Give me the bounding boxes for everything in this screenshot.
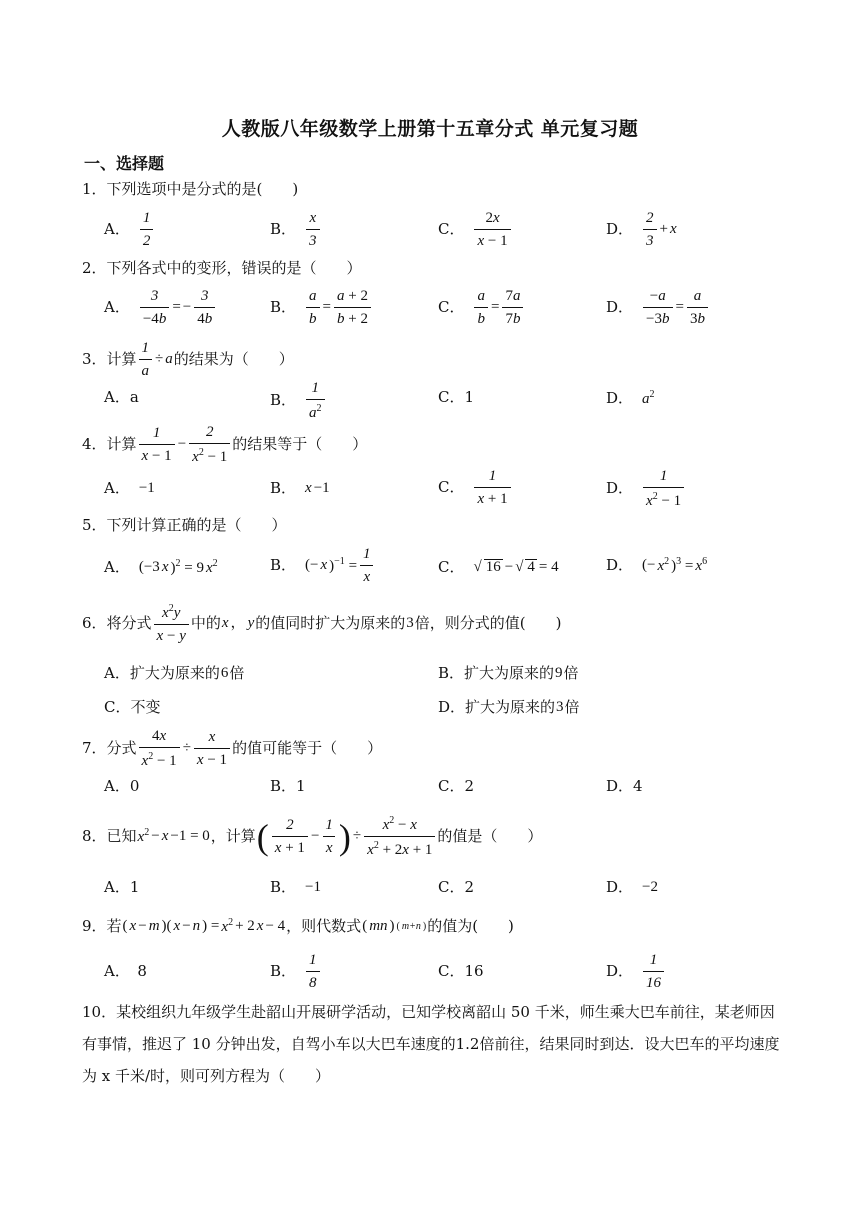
q4-option-d[interactable]: D． $\frac{1}{x^2 - 1}$: [606, 468, 686, 509]
q1-option-b[interactable]: B． $\frac{x}{3}$: [270, 210, 322, 249]
q7-option-b[interactable]: B．1: [270, 777, 306, 795]
q2-option-a[interactable]: A． $\frac{3}{-4b}$ = − $\frac{3}{4b}$: [104, 288, 217, 327]
q8-option-d[interactable]: D． −2: [606, 878, 658, 896]
q8-option-c[interactable]: C．2: [438, 878, 475, 896]
q8-option-a[interactable]: A．1: [104, 878, 140, 896]
q9-option-b[interactable]: B． $\frac{1}{8}$: [270, 952, 322, 991]
q7-option-c[interactable]: C．2: [438, 777, 475, 795]
question-6-stem: 6．将分式 $\frac{x^2y}{x - y}$ 中的 x ， y 的值同时扩大为原来的 3 倍，则分式的值( ): [82, 603, 562, 644]
q1-option-a[interactable]: A． $\frac{1}{2}$: [104, 210, 155, 249]
question-2-stem: 2．下列各式中的变形，错误的是（ ）: [82, 259, 362, 277]
q3-option-c[interactable]: C．1: [438, 388, 475, 406]
q6-option-a[interactable]: A．扩大为原来的 6 倍: [104, 664, 245, 682]
question-1-stem: 1．下列选项中是分式的是( ): [82, 180, 299, 198]
q6-option-d[interactable]: D．扩大为原来的 3 倍: [438, 698, 580, 716]
q1-option-d[interactable]: D． $\frac{2}{3}$ + x: [606, 210, 677, 249]
q6-option-b[interactable]: B．扩大为原来的 9 倍: [438, 664, 579, 682]
q6-option-c[interactable]: C．不变: [104, 698, 161, 716]
question-3-stem: 3．计算 $\frac{1}{a}$ ÷ a 的结果为（ ）: [82, 340, 294, 379]
q7-option-a[interactable]: A．0: [104, 777, 140, 795]
q1-option-c[interactable]: C． $\frac{2x}{x - 1}$: [438, 210, 513, 249]
q9-option-d[interactable]: D． $\frac{1}{16}$: [606, 952, 666, 991]
question-10-stem: 10．某校组织九年级学生赴韶山开展研学活动，已知学校离韶山 50 千米，师生乘大巴车前往，某老师因有事情，推迟了 10 分钟出发，自驾小车以大巴车速度的1.2倍前往，结果同时到达．设大巴车的平均速度为 x 千米/时，则可列方程为（ ）: [82, 1003, 780, 1085]
question-9-stem: 9．若 ( x − m )( x − n ) = $x^2$ + 2 x − 4 ，则代数式 ( mn ) ( m+n ) 的值为( ): [82, 917, 514, 935]
q8-option-b[interactable]: B． −1: [270, 878, 321, 896]
question-8-stem: 8．已知 $x^2$ − x −1 = 0 ，计算 ( $\frac{2}{x + 1}$ − $\frac{1}{x}$ ) ÷ $\frac{x^2 - x}{x^2 + 2x + 1}$ 的值是（ ）: [82, 815, 543, 858]
q3-option-d[interactable]: D． $a^2$: [606, 389, 655, 407]
question-7-stem: 7．分式 $\frac{4x}{x^2 - 1}$ ÷ $\frac{x}{x - 1}$ 的值可能等于（ ）: [82, 728, 383, 769]
question-5-stem: 5．下列计算正确的是（ ）: [82, 516, 287, 534]
q4-option-b[interactable]: B． x −1: [270, 479, 330, 497]
section-heading: 一、选择题: [84, 154, 165, 173]
q4-option-c[interactable]: C． $\frac{1}{x + 1}$: [438, 468, 513, 507]
q5-option-c[interactable]: C． √ 16 − √ 4 = 4: [438, 557, 559, 576]
q7-option-d[interactable]: D．4: [606, 777, 643, 795]
q3-option-b[interactable]: B． $\frac{1}{a^2}$: [270, 380, 327, 421]
q3-option-a[interactable]: A．a: [104, 388, 139, 406]
q5-option-b[interactable]: B． (− x )$^{-1}$ = $\frac{1}{x}$: [270, 546, 376, 585]
q4-option-a[interactable]: A． −1: [104, 479, 155, 497]
question-4-stem: 4．计算 $\frac{1}{x - 1}$ − $\frac{2}{x^2 - 1}$ 的结果等于（ ）: [82, 424, 368, 465]
q2-option-b[interactable]: B． $\frac{a}{b}$ = $\frac{a + 2}{b + 2}$: [270, 288, 373, 327]
page-title: 人教版八年级数学上册第十五章分式 单元复习题: [221, 118, 639, 140]
q5-option-d[interactable]: D． (− $x^2$ )$^3$ = $x^6$: [606, 556, 708, 574]
q2-option-d[interactable]: D． $\frac{-a}{-3b}$ = $\frac{a}{3b}$: [606, 288, 710, 327]
q2-option-c[interactable]: C． $\frac{a}{b}$ = $\frac{7a}{7b}$: [438, 288, 525, 327]
q9-option-a[interactable]: A． 8: [104, 962, 147, 980]
q5-option-a[interactable]: A． (−3 x )$^2$ = 9 $x^2$: [104, 558, 218, 576]
q9-option-c[interactable]: C．16: [438, 962, 484, 980]
